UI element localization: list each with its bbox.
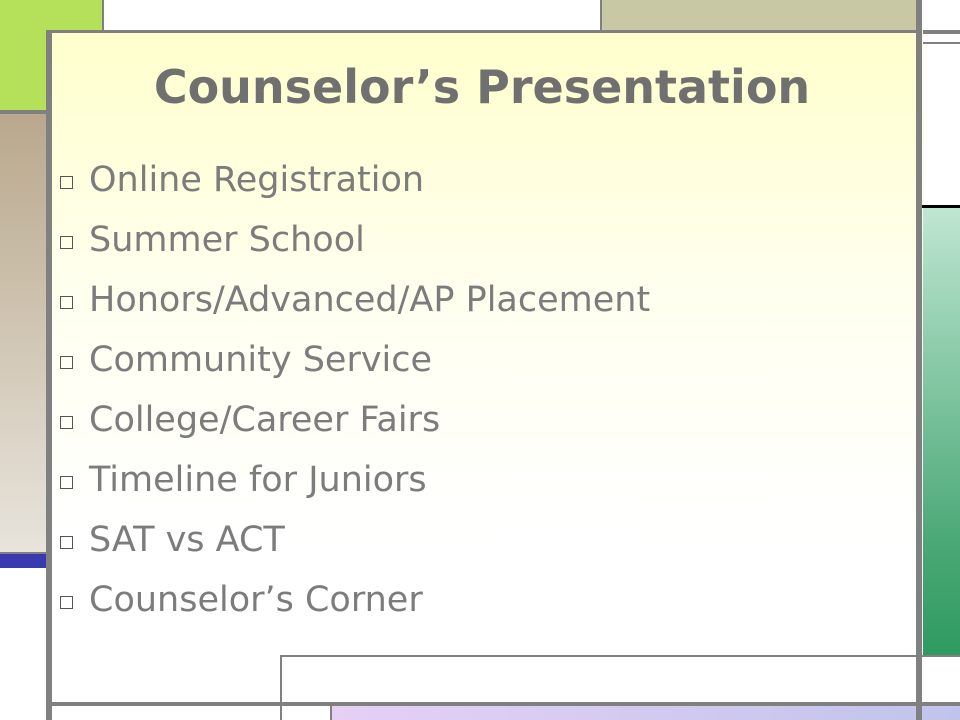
square-bullet-icon xyxy=(60,236,73,249)
decorative-blue-band xyxy=(0,552,46,568)
decorative-tan-column xyxy=(0,112,46,552)
bullet-text: Summer School xyxy=(89,220,365,260)
bullet-text: College/Career Fairs xyxy=(89,400,441,440)
decorative-black-line xyxy=(916,205,960,208)
slide-border-left xyxy=(46,30,52,720)
bullet-item xyxy=(60,210,900,270)
square-bullet-icon xyxy=(60,476,73,489)
bullet-item xyxy=(60,150,900,210)
decorative-line xyxy=(922,30,960,34)
square-bullet-icon xyxy=(60,176,73,189)
bullet-item xyxy=(60,390,900,450)
slide-border-right xyxy=(916,0,922,720)
decorative-green-column xyxy=(922,208,960,656)
bullet-item xyxy=(60,450,900,510)
decorative-line xyxy=(922,42,960,44)
square-bullet-icon xyxy=(60,596,73,609)
square-bullet-icon xyxy=(60,536,73,549)
bullet-text: SAT vs ACT xyxy=(89,520,285,560)
bullet-text: Counselor’s Corner xyxy=(89,580,423,620)
bullet-text: Honors/Advanced/AP Placement xyxy=(89,280,651,320)
bullet-item xyxy=(60,270,900,330)
slide-border-bottom xyxy=(46,702,960,706)
bullet-text: Online Registration xyxy=(89,160,425,200)
bullet-list xyxy=(60,150,900,630)
square-bullet-icon xyxy=(60,296,73,309)
bullet-item xyxy=(60,330,900,390)
decorative-white-block xyxy=(0,568,46,720)
square-bullet-icon xyxy=(60,356,73,369)
decorative-lavender-bar xyxy=(330,706,960,720)
square-bullet-icon xyxy=(60,416,73,429)
bullet-item xyxy=(60,570,900,630)
bullet-text: Community Service xyxy=(89,340,433,380)
bullet-text: Timeline for Juniors xyxy=(89,460,427,500)
slide-border-top xyxy=(46,30,922,33)
slide-title: Counselor’s Presentation xyxy=(153,60,811,114)
bullet-item xyxy=(60,510,900,570)
